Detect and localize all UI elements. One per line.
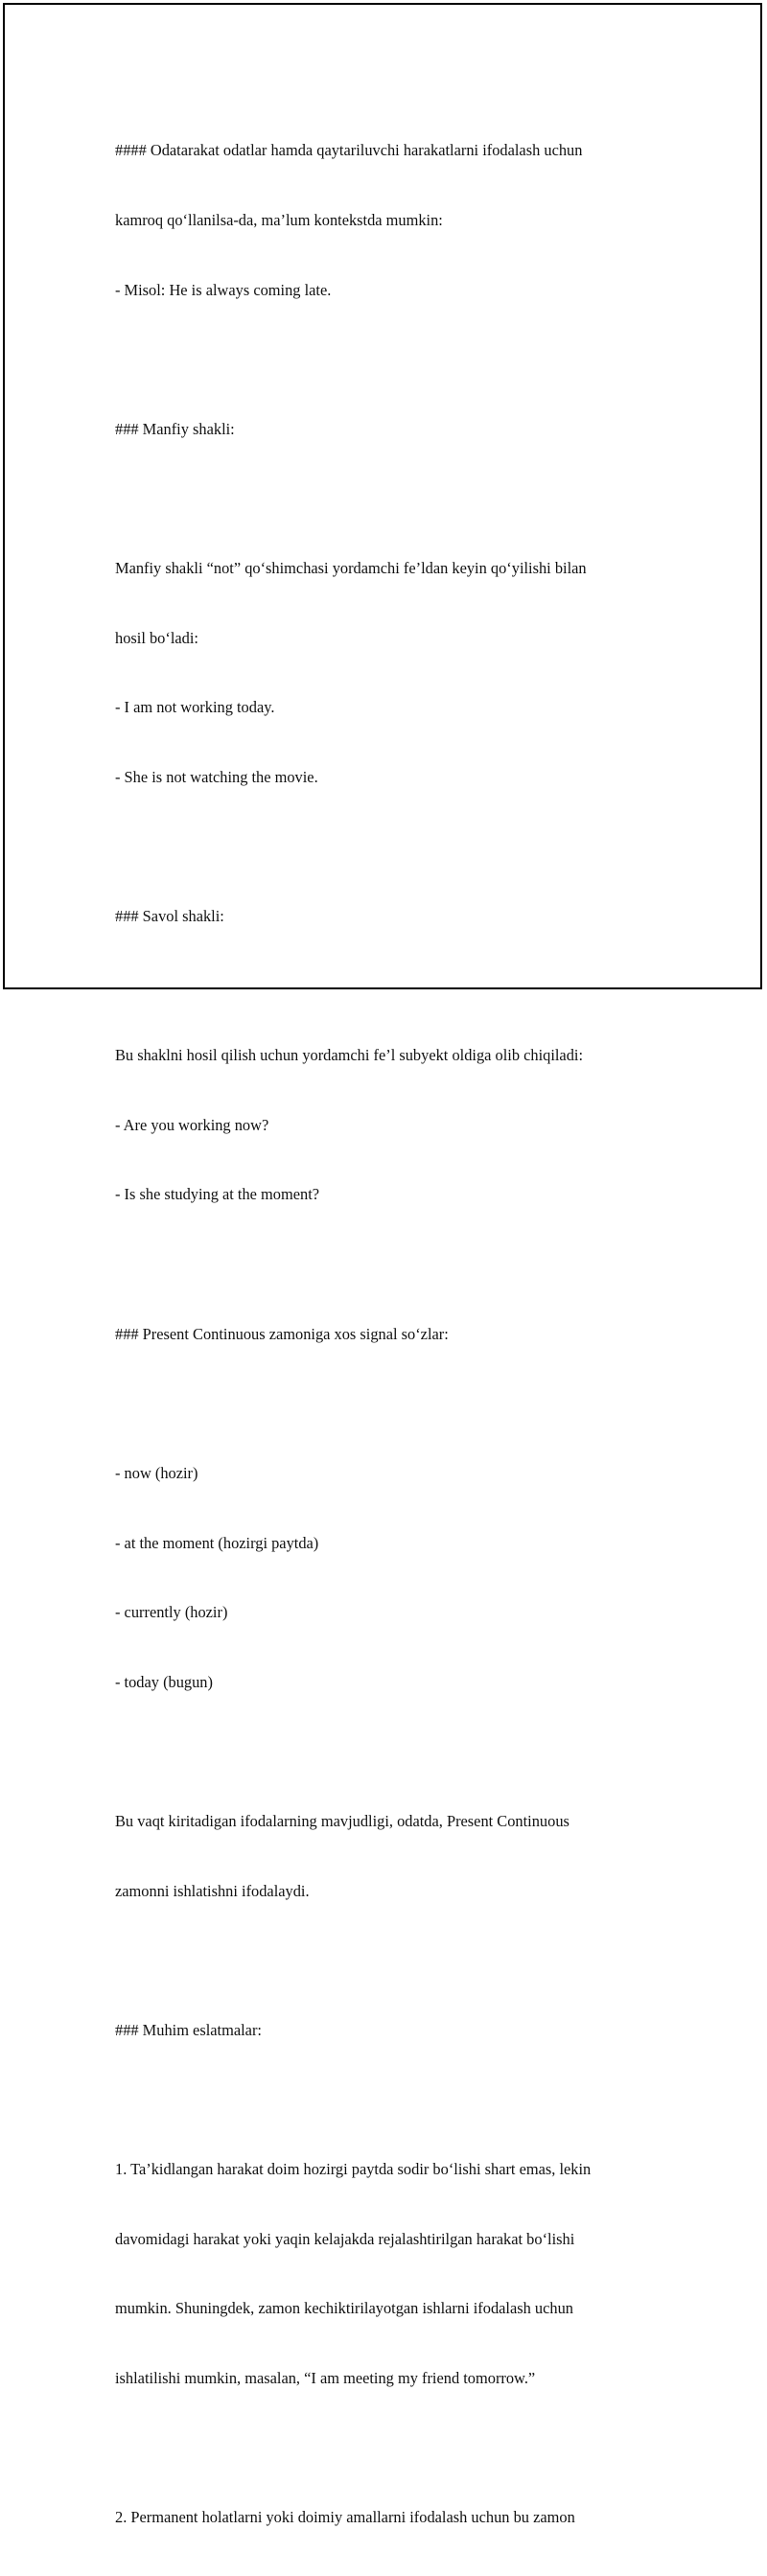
list-item: - currently (hozir) (115, 1603, 228, 1622)
text-line: ishlatilishi mumkin, masalan, “I am meeting my friend tomorrow.” (115, 2368, 536, 2387)
list-item: - Is she studying at the moment? (115, 1185, 320, 1204)
list-item: - Misol: He is always coming late. (115, 280, 332, 299)
blank-line (115, 487, 671, 510)
section-heading-notes: ### Muhim eslatmalar: (115, 2020, 262, 2039)
text-line: mumkin. Shuningdek, zamon kechiktirilayotgan ishlarni ifodalash uchun (115, 2299, 573, 2318)
numbered-item: 2. Permanent holatlarni yoki doimiy amallarni ifodalash uchun bu zamon (115, 2507, 575, 2526)
blank-line (115, 975, 671, 998)
text-line: Bu vaqt kiritadigan ifodalarning mavjudligi, odatda, Present Continuous (115, 1811, 569, 1830)
blank-line (115, 348, 671, 371)
list-item: - I am not working today. (115, 698, 275, 717)
document-body (115, 93, 671, 2576)
list-item: - now (hozir) (115, 1463, 198, 1482)
text-line: Manfiy shakli “not” qo‘shimchasi yordamchi fe’ldan keyin qo‘yilishi bilan (115, 559, 587, 578)
text-line: hosil bo‘ladi: (115, 628, 198, 647)
heading-line: #### Odatarakat odatlar hamda qaytariluvchi harakatlarni ifodalash uchun (115, 141, 583, 160)
text-line: kamroq qo‘llanilsa-da, ma’lum kontekstda mumkin: (115, 211, 443, 230)
blank-line (115, 1949, 671, 1972)
page-frame (3, 3, 762, 2526)
blank-line (115, 2436, 671, 2459)
blank-line (115, 1253, 671, 1276)
list-item: - She is not watching the movie. (115, 767, 318, 786)
list-item: - at the moment (hozirgi paytda) (115, 1533, 319, 1552)
text-line: Bu shaklni hosil qilish uchun yordamchi fe’l subyekt oldiga olib chiqiladi: (115, 1046, 584, 1065)
text-line: davomidagi harakat yoki yaqin kelajakda rejalashtirilgan harakat bo‘lishi (115, 2229, 575, 2248)
blank-line (115, 1740, 671, 1763)
blank-line (115, 835, 671, 858)
numbered-item: 1. Ta’kidlangan harakat doim hozirgi paytda sodir bo‘lishi shart emas, lekin (115, 2159, 592, 2178)
section-heading-question: ### Savol shakli: (115, 907, 224, 926)
section-heading-negative: ### Manfiy shakli: (115, 419, 235, 438)
blank-line (115, 2088, 671, 2111)
blank-line (115, 1392, 671, 1415)
list-item: - today (bugun) (115, 1672, 213, 1691)
text-line: zamonni ishlatishni ifodalaydi. (115, 1881, 310, 1900)
section-heading-signal-words: ### Present Continuous zamoniga xos signal so‘zlar: (115, 1324, 449, 1343)
list-item: - Are you working now? (115, 1115, 269, 1134)
